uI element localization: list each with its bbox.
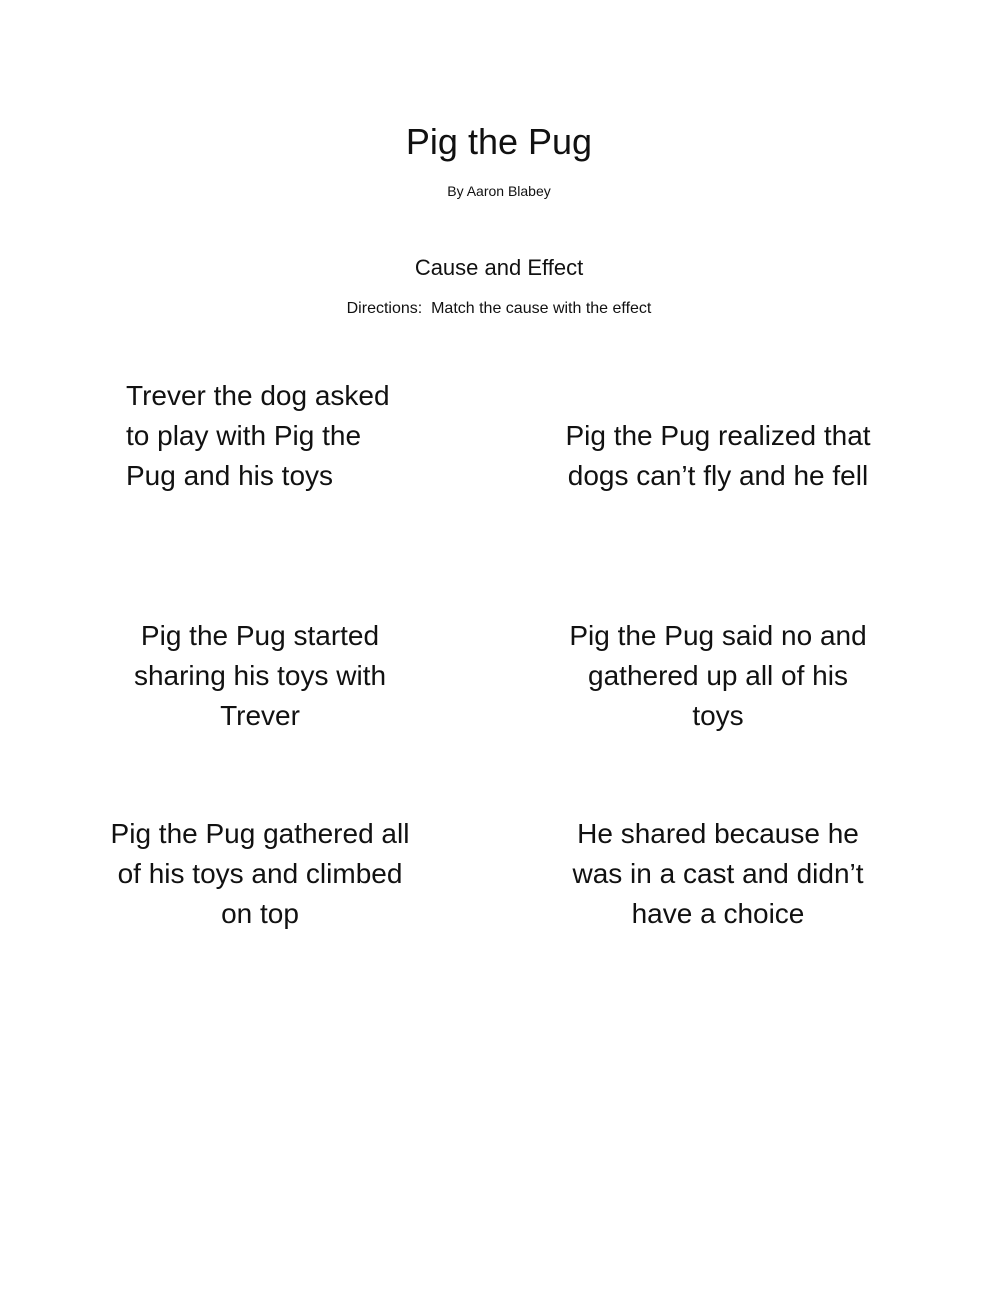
section-subtitle: Cause and Effect: [414, 255, 584, 280]
cause-card-1[interactable]: Trever the dog asked to play with Pig the Pug and his toys: [126, 380, 390, 491]
effect-card-3[interactable]: He shared because he was in a cast and didn’t have a choice: [572, 818, 864, 929]
page-title: Pig the Pug: [405, 121, 593, 162]
effect-card-2[interactable]: Pig the Pug said no and gathered up all of his toys: [569, 620, 867, 731]
directions-text: Directions: Match the cause with the effect: [346, 300, 652, 317]
author-line: By Aaron Blabey: [447, 183, 551, 199]
cause-card-3[interactable]: Pig the Pug gathered all of his toys and climbed on top: [110, 818, 410, 929]
effect-card-1[interactable]: Pig the Pug realized that dogs can’t fly and he fell: [565, 420, 871, 491]
cause-card-2[interactable]: Pig the Pug started sharing his toys with Trever: [133, 620, 387, 731]
